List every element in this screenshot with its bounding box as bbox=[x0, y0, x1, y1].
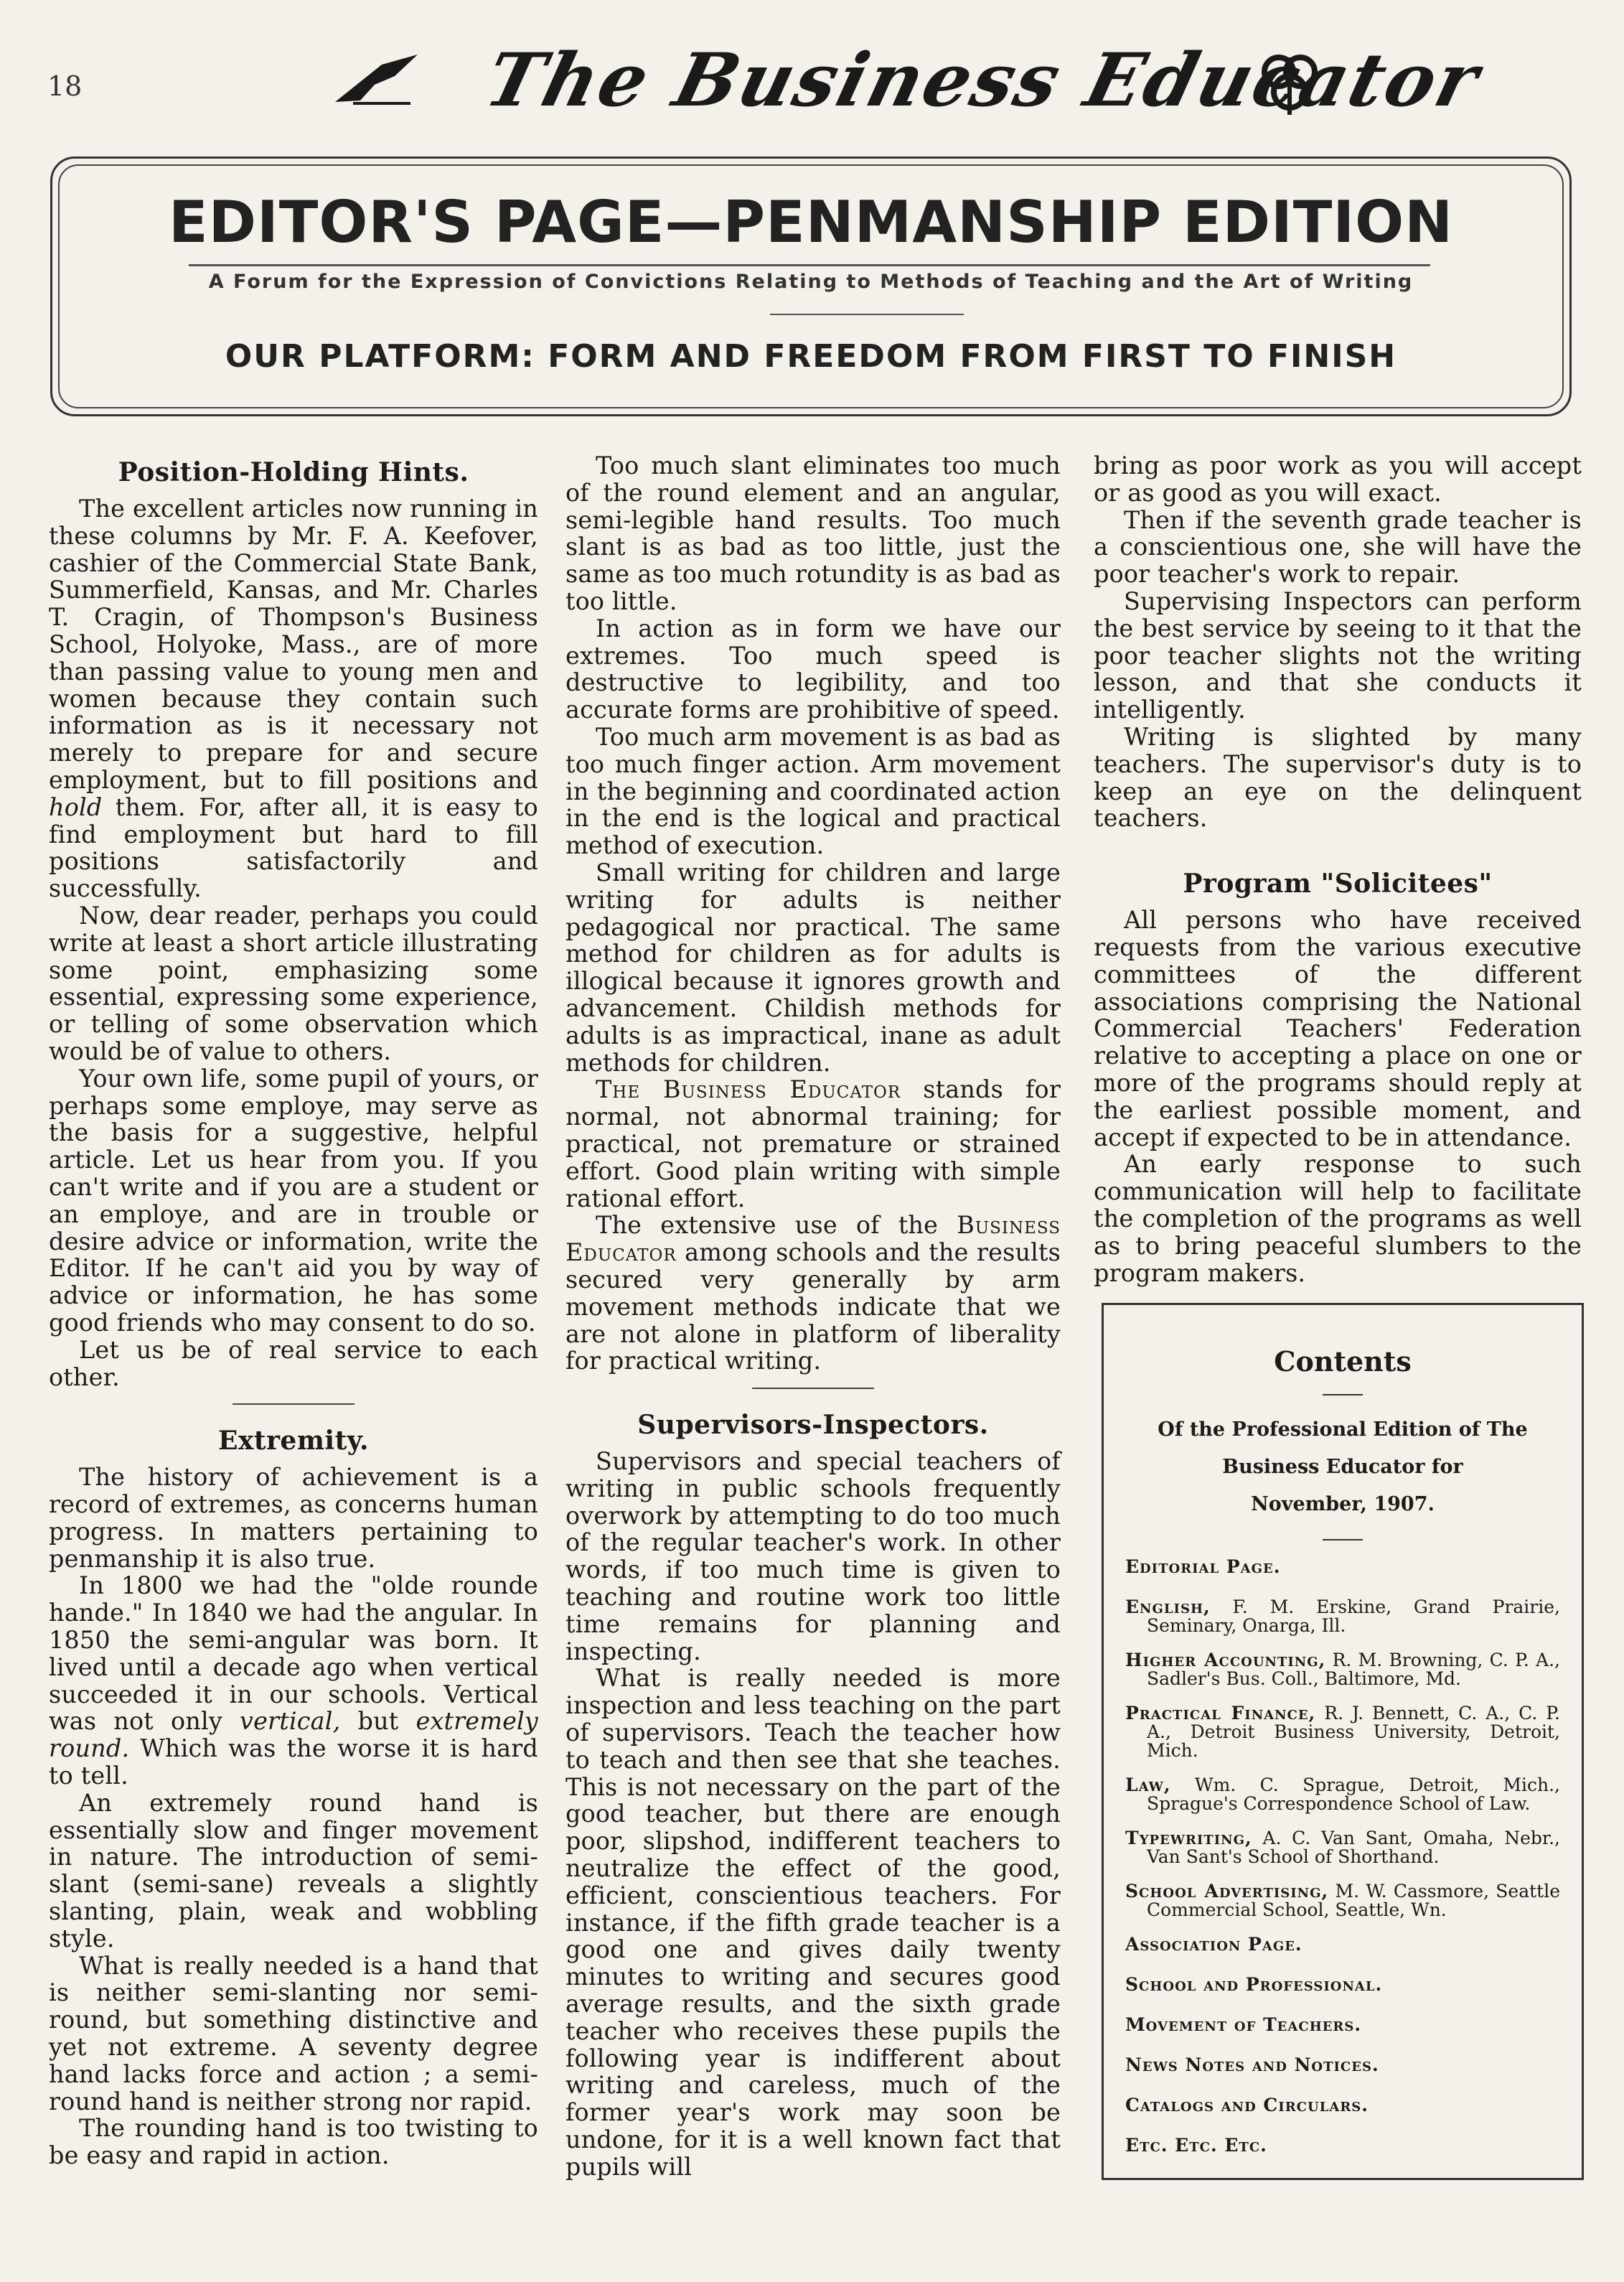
paragraph: Now, dear reader, perhaps you could write at least a short article illustrating some point, emphasizing some essential, expressing some experience, or telling of some observation which would be of value to others. bbox=[49, 901, 538, 1065]
publication-title: The Business Educator bbox=[477, 37, 1489, 123]
paragraph: What is really needed is more inspection and less teaching on the part of supervisors. Teach the teacher how to teach and then see that she teaches. This is not necessary on the part of the good teacher, but there are enough poor, slipshod, indifferent teachers to neutralize the effect of the good, efficient, conscientious teachers. For instance, if the fifth grade teacher is a good one and gives daily twenty minutes to writing and secures good average results, and the sixth grade teacher who receives these pupils the following year is indifferent about writing and careless, much of the former year's work may soon be undone, for it is a well known fact that pupils will bbox=[565, 1664, 1061, 2181]
contents-subtitle: Business Educator for bbox=[1222, 1456, 1463, 1478]
paragraph: The Business Educator stands for normal, not abnormal training; for practical, not premature or strained effort. Good plain writing with simple rational effort. bbox=[565, 1075, 1061, 1212]
paragraph: Writing is slighted by many teachers. The supervisor's duty is to keep an eye on the delinquent teachers. bbox=[1094, 722, 1582, 833]
paragraph: The history of achievement is a record of extremes, as concerns human progress. In matters pertaining to penmanship it is also true. bbox=[49, 1463, 538, 1573]
paragraph: Your own life, some pupil of yours, or perhaps some employe, may serve as the basis for a suggestive, helpful article. Let us hear from you. If you can't write and if you are a student or an employe, and are in trouble or desire advice or information, write the Editor. If he can't aid you by way of advice or information, he has some good friends who may consent to do so. bbox=[49, 1064, 538, 1337]
contents-title: Contents bbox=[1274, 1345, 1412, 1378]
column-2 bbox=[565, 452, 1061, 2181]
paragraph: The rounding hand is too twisting to be easy and rapid in action. bbox=[49, 2114, 538, 2170]
paragraph: Supervising Inspectors can perform the best service by seeing to it that the poor teacher slights not the writing lesson, and that she conducts it intelligently. bbox=[1094, 586, 1582, 724]
page-title: EDITOR'S PAGE—PENMANSHIP EDITION bbox=[168, 189, 1454, 256]
divider bbox=[1323, 1539, 1363, 1540]
contents-item: Catalogs and Circulars. bbox=[1125, 2095, 1369, 2115]
quill-pen-icon bbox=[332, 50, 425, 108]
paragraph: What is really needed is a hand that is neither semi-slanting nor semi-round, but something distinctive and yet not extreme. A seventy degree hand lacks force and action ; a semi-round hand is neither strong nor rapid. bbox=[49, 1951, 538, 2115]
paragraph: All persons who have received requests from the various executive committees of the different associations comprising the National Commercial Teachers' Federation relative to accepting a place on one or more of the programs should reply at the earliest possible moment, and accept if expected to be in attendance. bbox=[1094, 906, 1582, 1151]
divider bbox=[752, 1388, 874, 1389]
contents-item: News Notes and Notices. bbox=[1125, 2054, 1379, 2075]
contents-box bbox=[1102, 1303, 1584, 2180]
paragraph: Too much slant eliminates too much of the round element and an angular, semi-legible hand results. Too much slant is as bad as too little, just the same as too much rotundity is as bad as too little. bbox=[565, 452, 1061, 615]
contents-item: Association Page. bbox=[1125, 1934, 1303, 1955]
contents-item: Etc. Etc. Etc. bbox=[1125, 2135, 1267, 2156]
editors-page-header bbox=[50, 156, 1572, 416]
divider bbox=[189, 264, 1430, 266]
contents-item: Law, Wm. C. Sprague, Detroit, Mich., Sprague's Correspondence School of Law. bbox=[1125, 1774, 1560, 1814]
column-1 bbox=[49, 452, 538, 2169]
paragraph: The extensive use of the Business Educator among schools and the results secured very generally by arm movement methods indicate that we are not alone in platform of liberality for practical writing. bbox=[565, 1211, 1061, 1375]
contents-subtitle: Of the Professional Edition of The bbox=[1158, 1418, 1528, 1441]
contents-item: School Advertising, M. W. Cassmore, Seattle Commercial School, Seattle, Wn. bbox=[1125, 1881, 1560, 1920]
divider bbox=[233, 1403, 355, 1405]
paragraph: Let us be of real service to each other. bbox=[49, 1335, 538, 1391]
page-subtitle: A Forum for the Expression of Convictions Relating to Methods of Teaching and the Art of Writing bbox=[208, 271, 1414, 293]
contents-subtitle: November, 1907. bbox=[1251, 1493, 1435, 1515]
divider bbox=[770, 314, 964, 315]
page-number: 18 bbox=[47, 70, 83, 102]
paragraph: Small writing for children and large writing for adults is neither pedagogical nor practical. The same method for children as for adults is illogical because it ignores growth and advancement. Childish methods for adults is as impractical, inane as adult methods for children. bbox=[565, 858, 1061, 1077]
ornament-icon bbox=[1257, 50, 1322, 118]
paragraph: The excellent articles now running in these columns by Mr. F. A. Keefover, cashier of the Commercial State Bank, Summerfield, Kansas, and Mr. Charles T. Cragin, of Thompson's Business School, Holyoke, Mass., are of more than passing value to young men and women because they contain such information as is it necessary not merely to prepare for and secure employment, but to fill positions and hold them. For, after all, it is easy to find employment but hard to fill positions satisfactorily and successfully. bbox=[49, 495, 538, 903]
paragraph: bring as poor work as you will accept or as good as you will exact. bbox=[1094, 452, 1582, 507]
column-3 bbox=[1094, 452, 1582, 1286]
paragraph: Too much arm movement is as bad as too much finger action. Arm movement in the beginning and coordinated action in the end is the logical and practical method of execution. bbox=[565, 722, 1061, 860]
contents-item: English, F. M. Erskine, Grand Prairie, Seminary, Onarga, Ill. bbox=[1125, 1596, 1560, 1636]
contents-item: Higher Accounting, R. M. Browning, C. P. A., Sadler's Bus. Coll., Baltimore, Md. bbox=[1125, 1650, 1560, 1689]
paragraph: An extremely round hand is essentially slow and finger movement in nature. The introduction of semi-slant (semi-sane) reveals a slightly slanting, plain, weak and wobbling style. bbox=[49, 1788, 538, 1953]
paragraph: An early response to such communication will help to facilitate the completion of the programs as well as to bring peaceful slumbers to the program makers. bbox=[1094, 1150, 1582, 1287]
divider bbox=[1323, 1394, 1363, 1395]
contents-item: Movement of Teachers. bbox=[1125, 2014, 1362, 2035]
section-heading: Supervisors-Inspectors. bbox=[637, 1410, 989, 1441]
platform-statement: OUR PLATFORM: FORM AND FREEDOM FROM FIRST TO FINISH bbox=[225, 338, 1397, 375]
paragraph: Then if the seventh grade teacher is a conscientious one, she will have the poor teacher's work to repair. bbox=[1094, 505, 1582, 589]
contents-item: Editorial Page. bbox=[1125, 1556, 1281, 1577]
paragraph: In 1800 we had the "olde rounde hande." In 1840 we had the angular. In 1850 the semi-angular was born. It lived until a decade ago when vertical succeeded it in our schools. Vertical was not only vertical, but extremely round. Which was the worse it is hard to tell. bbox=[49, 1571, 538, 1790]
contents-item: Typewriting, A. C. Van Sant, Omaha, Nebr., Van Sant's School of Shorthand. bbox=[1125, 1828, 1561, 1867]
section-heading: Program "Solicitees" bbox=[1183, 869, 1493, 899]
section-heading: Position-Holding Hints. bbox=[118, 457, 469, 487]
contents-list bbox=[1125, 1558, 1560, 2155]
paragraph: Supervisors and special teachers of writing in public schools frequently overwork by attempting to do too much of the regular teacher's work. In other words, if too much time is given to teaching and routine work too little time remains for planning and inspecting. bbox=[565, 1447, 1061, 1665]
contents-item: Practical Finance, R. J. Bennett, C. A., C. P. A., Detroit Business University, Detroit, Mich. bbox=[1125, 1703, 1560, 1761]
contents-item: School and Professional. bbox=[1125, 1974, 1383, 1995]
section-heading: Extremity. bbox=[217, 1426, 370, 1456]
masthead bbox=[0, 0, 1624, 144]
paragraph: In action as in form we have our extremes. Too much speed is destructive to legibility, and too accurate forms are prohibitive of speed. bbox=[565, 614, 1061, 724]
